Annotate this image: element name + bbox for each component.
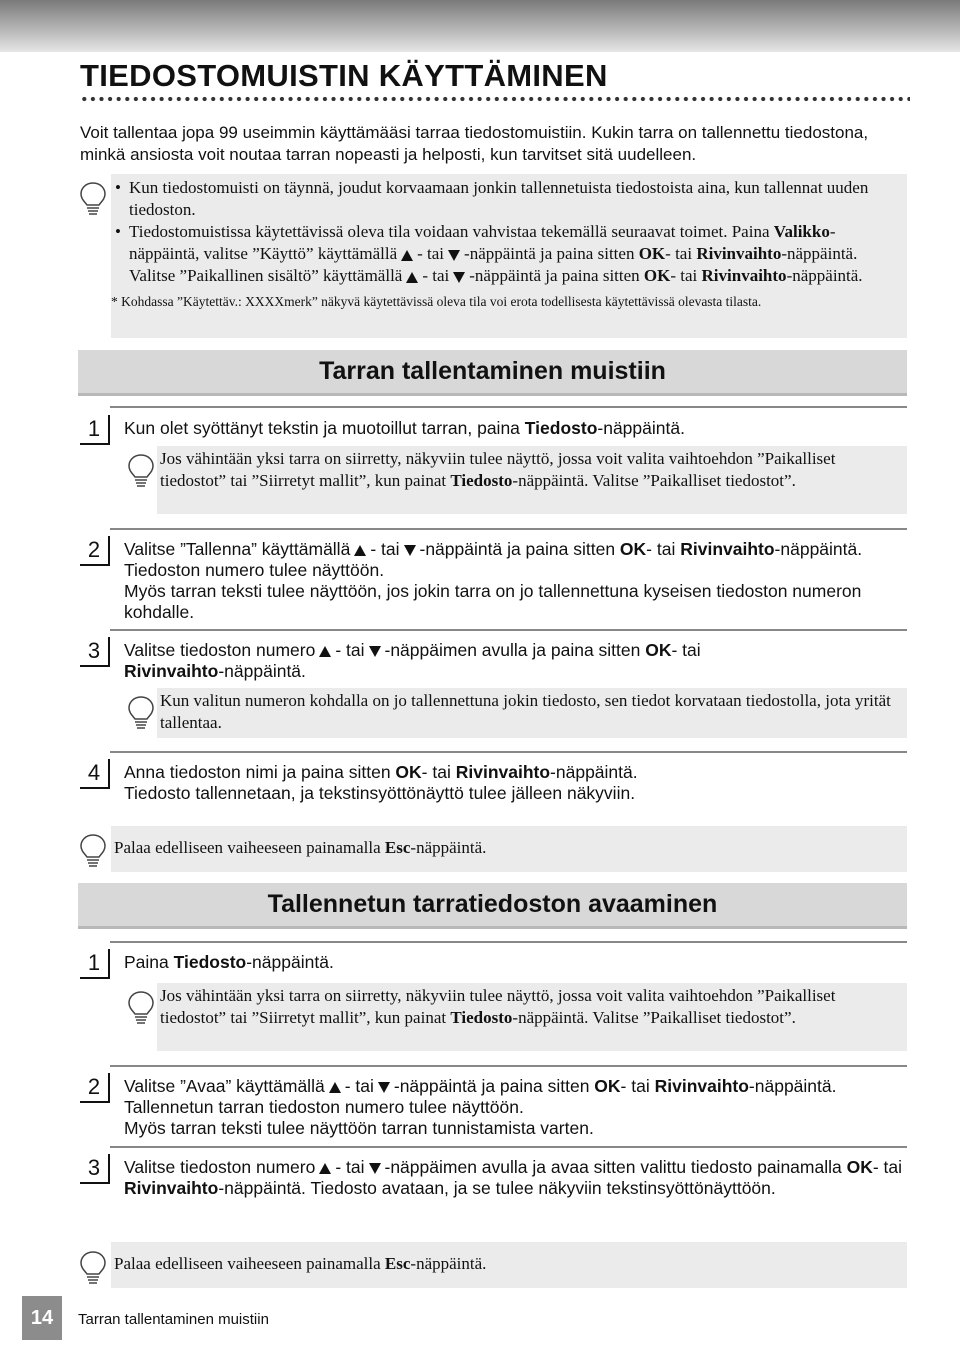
key-name: OK bbox=[638, 244, 666, 263]
step-text-part: -näppäintä ja paina sitten bbox=[393, 1076, 595, 1096]
key-name: OK bbox=[645, 640, 672, 660]
lightbulb-icon bbox=[126, 694, 156, 732]
section-heading bbox=[78, 350, 907, 396]
note-text: Palaa edelliseen vaiheeseen painamalla bbox=[114, 838, 385, 857]
step-text-part: - tai bbox=[421, 762, 456, 782]
up-arrow-icon bbox=[319, 646, 331, 657]
step-divider bbox=[110, 1146, 907, 1148]
key-name: Rivinvaihto bbox=[124, 1178, 219, 1198]
lightbulb-icon bbox=[78, 1249, 108, 1287]
page-number: 14 bbox=[22, 1296, 62, 1340]
step-divider bbox=[110, 406, 907, 408]
note-text: -näppäintä, valitse ”Käyttö” käyttämällä bbox=[129, 222, 836, 263]
step-text-part: Anna tiedoston nimi ja paina sitten bbox=[124, 762, 396, 782]
step-text bbox=[124, 418, 908, 439]
note-text: Kun valitun numeron kohdalla on jo tallennettuna jokin tiedosto, sen tiedot korvataan tiedostolla, jota yrität tallentaa. bbox=[160, 691, 891, 732]
intro-paragraph: Voit tallentaa jopa 99 useimmin käyttämääsi tarraa tiedostomuistiin. Kukin tarra on tallennettu tiedostona, minkä ansiosta voit noutaa tarran nopeasti ja helposti, kun tarvitset sitä uudelleen. bbox=[80, 123, 869, 164]
esc-tip-box bbox=[111, 826, 907, 872]
step-divider bbox=[110, 1065, 907, 1067]
key-name: OK bbox=[643, 266, 671, 285]
lightbulb-icon bbox=[126, 452, 156, 490]
key-name: Tiedosto bbox=[450, 471, 513, 490]
key-name: Tiedosto bbox=[524, 418, 598, 438]
step-text-part: Myös tarran teksti tulee näyttöön, jos jokin tarra on jo tallennettuna kyseisen tiedoston numeron kohdalle. bbox=[124, 581, 862, 622]
step-divider bbox=[110, 941, 907, 943]
down-arrow-icon bbox=[369, 1163, 381, 1174]
step-text-part: Valitse ”Tallenna” käyttämällä bbox=[124, 539, 351, 559]
step-number: 1 bbox=[80, 949, 110, 979]
key-name: Rivinvaihto bbox=[680, 539, 775, 559]
note-text: - tai bbox=[417, 244, 445, 263]
step-text-part: - tai bbox=[872, 1157, 903, 1177]
key-name: OK bbox=[846, 1157, 873, 1177]
step-text-part: Valitse ”Avaa” käyttämällä bbox=[124, 1076, 325, 1096]
down-arrow-icon bbox=[453, 272, 465, 283]
note-text: - tai bbox=[665, 244, 693, 263]
step-text-part: - tai bbox=[620, 1076, 655, 1096]
key-name: Tiedosto bbox=[173, 952, 247, 972]
step-number: 2 bbox=[80, 536, 110, 566]
key-name: Esc bbox=[384, 838, 411, 857]
key-name: Rivinvaihto bbox=[455, 762, 551, 782]
step-divider bbox=[110, 751, 907, 753]
note-text: -näppäintä. bbox=[410, 838, 487, 857]
step-text-part: -näppäimen avulla ja paina sitten bbox=[384, 640, 646, 660]
down-arrow-icon bbox=[378, 1082, 390, 1093]
title-dotted-rule bbox=[80, 96, 910, 102]
lightbulb-icon bbox=[126, 989, 156, 1027]
step-text bbox=[124, 539, 908, 623]
step-text bbox=[124, 952, 908, 973]
up-arrow-icon bbox=[329, 1082, 341, 1093]
step-text-part: Kun olet syöttänyt tekstin ja muotoillut tarran, paina bbox=[124, 418, 525, 438]
tip-box bbox=[157, 688, 907, 738]
step-text-part: -näppäimen avulla ja avaa sitten valittu tiedosto painamalla bbox=[384, 1157, 847, 1177]
key-name: Rivinvaihto bbox=[701, 266, 787, 285]
lightbulb-icon bbox=[78, 832, 108, 870]
note-text: Palaa edelliseen vaiheeseen painamalla bbox=[114, 1254, 385, 1273]
key-name: OK bbox=[395, 762, 422, 782]
key-name: Esc bbox=[384, 1254, 411, 1273]
section-heading-text: Tarran tallentaminen muistiin bbox=[319, 357, 666, 385]
footnote: * Kohdassa ”Käytettäv.: XXXXmerk” näkyvä käytettävissä oleva tila voi erota todellisesta käytettävissä olevasta tilasta. bbox=[111, 294, 762, 309]
note-text: - tai bbox=[670, 266, 698, 285]
top-banner bbox=[0, 0, 960, 52]
step-text-part: -näppäintä ja paina sitten bbox=[419, 539, 620, 559]
key-name: Rivinvaihto bbox=[654, 1076, 749, 1096]
step-text-part: - tai bbox=[344, 1076, 374, 1096]
down-arrow-icon bbox=[369, 646, 381, 657]
down-arrow-icon bbox=[448, 250, 460, 261]
step-text-part: -näppäintä. bbox=[246, 952, 334, 972]
note-bullet: • Kun tiedostomuisti on täynnä, joudut korvaamaan jonkin tallennetuista tiedostoista aina, kun tallennat uuden tiedoston. bbox=[115, 178, 869, 219]
step-text-part: - tai bbox=[370, 539, 400, 559]
step-text-part: -näppäintä. Tiedoston numero tulee näyttöön. bbox=[124, 539, 863, 580]
step-text-part: -näppäintä. Tiedosto avataan, ja se tulee näkyviin tekstinsyöttönäyttöön. bbox=[218, 1178, 776, 1198]
page-title: TIEDOSTOMUISTIN KÄYTTÄMINEN bbox=[80, 58, 608, 93]
step-text-part: Valitse tiedoston numero bbox=[124, 640, 316, 660]
step-text-part: Tiedosto tallennetaan, ja tekstinsyöttönäyttö tulee jälleen näkyviin. bbox=[124, 783, 636, 803]
step-text-part: - tai bbox=[335, 1157, 365, 1177]
key-name: Tiedosto bbox=[450, 1008, 513, 1027]
up-arrow-icon bbox=[319, 1163, 331, 1174]
key-name: OK bbox=[619, 539, 647, 559]
note-text: Jos vähintään yksi tarra on siirretty, näkyviin tulee näyttö, jossa voit valita vaihtoehdon ”Paikalliset tiedostot” tai ”Siirretyt mallit”, kun painat bbox=[160, 449, 836, 490]
step-divider bbox=[110, 629, 907, 631]
lightbulb-icon bbox=[78, 180, 108, 218]
step-text bbox=[124, 1157, 908, 1199]
note-text: Tiedostomuistissa käytettävissä oleva tila voidaan vahvistaa tekemällä seuraavat toimet. Paina bbox=[129, 222, 770, 241]
step-number: 4 bbox=[80, 759, 110, 789]
step-text-part: Valitse tiedoston numero bbox=[124, 1157, 316, 1177]
note-bullet: • Tiedostomuistissa käytettävissä oleva tila voidaan vahvistaa tekemällä seuraavat toimet. Paina Valikko-näppäintä, valitse ”Käyttö” käyttämällä - tai -näppäintä ja paina sitten OK- tai Rivinvaihto-näppäintä. Valitse ”Paikallinen sisältö” käyttämällä - tai -näppäintä ja paina sitten OK- tai Rivinvaihto-näppäintä. bbox=[115, 222, 863, 285]
step-text-part: -näppäintä. bbox=[550, 762, 638, 782]
step-text-part: - tai bbox=[335, 640, 365, 660]
note-text: -näppäintä. bbox=[786, 266, 863, 285]
up-arrow-icon bbox=[401, 250, 413, 261]
section-heading-text: Tallennetun tarratiedoston avaaminen bbox=[267, 890, 718, 918]
note-text: -näppäintä ja paina sitten bbox=[469, 266, 640, 285]
note-text: -näppäintä. Valitse ”Paikalliset tiedostot”. bbox=[512, 1008, 796, 1027]
key-name: OK bbox=[594, 1076, 621, 1096]
memory-note-box bbox=[111, 174, 907, 338]
section-heading bbox=[78, 883, 907, 929]
note-text: -näppäintä. Valitse ”Paikallinen sisältö” käyttämällä bbox=[129, 244, 858, 285]
step-number: 1 bbox=[80, 415, 110, 445]
note-bullet-text: Kun tiedostomuisti on täynnä, joudut korvaamaan jonkin tallennetuista tiedostoista aina, kun tallennat uuden tiedoston. bbox=[129, 178, 869, 219]
note-text: - tai bbox=[422, 266, 450, 285]
tip-box bbox=[157, 446, 907, 514]
step-number: 3 bbox=[80, 1154, 110, 1184]
esc-tip-box bbox=[111, 1242, 907, 1288]
down-arrow-icon bbox=[404, 545, 416, 556]
step-text-part: - tai bbox=[671, 640, 701, 660]
note-text: Jos vähintään yksi tarra on siirretty, näkyviin tulee näyttö, jossa voit valita vaihtoehdon ”Paikalliset tiedostot” tai ”Siirretyt mallit”, kun painat bbox=[160, 986, 836, 1027]
up-arrow-icon bbox=[354, 545, 366, 556]
step-number: 3 bbox=[80, 637, 110, 667]
step-divider bbox=[110, 528, 907, 530]
step-text-part: -näppäintä. bbox=[218, 661, 306, 681]
step-text bbox=[124, 1076, 908, 1139]
footer-section-title: Tarran tallentaminen muistiin bbox=[78, 1311, 269, 1328]
step-text-part: Myös tarran teksti tulee näyttöön tarran tunnistamista varten. bbox=[124, 1118, 594, 1138]
note-text: -näppäintä. Valitse ”Paikalliset tiedostot”. bbox=[512, 471, 796, 490]
key-name: Rivinvaihto bbox=[124, 661, 219, 681]
key-name: Valikko bbox=[773, 222, 830, 241]
up-arrow-icon bbox=[406, 272, 418, 283]
step-number: 2 bbox=[80, 1073, 110, 1103]
tip-box bbox=[157, 983, 907, 1051]
step-text-part: Paina bbox=[124, 952, 174, 972]
step-text bbox=[124, 640, 908, 682]
step-text-part: - tai bbox=[646, 539, 681, 559]
step-text-part: -näppäintä. Tallennetun tarran tiedoston numero tulee näyttöön. bbox=[124, 1076, 837, 1117]
note-text: -näppäintä ja paina sitten bbox=[464, 244, 635, 263]
key-name: Rivinvaihto bbox=[696, 244, 782, 263]
step-text-part: -näppäintä. bbox=[597, 418, 685, 438]
note-text: -näppäintä. bbox=[410, 1254, 487, 1273]
step-text bbox=[124, 762, 908, 804]
